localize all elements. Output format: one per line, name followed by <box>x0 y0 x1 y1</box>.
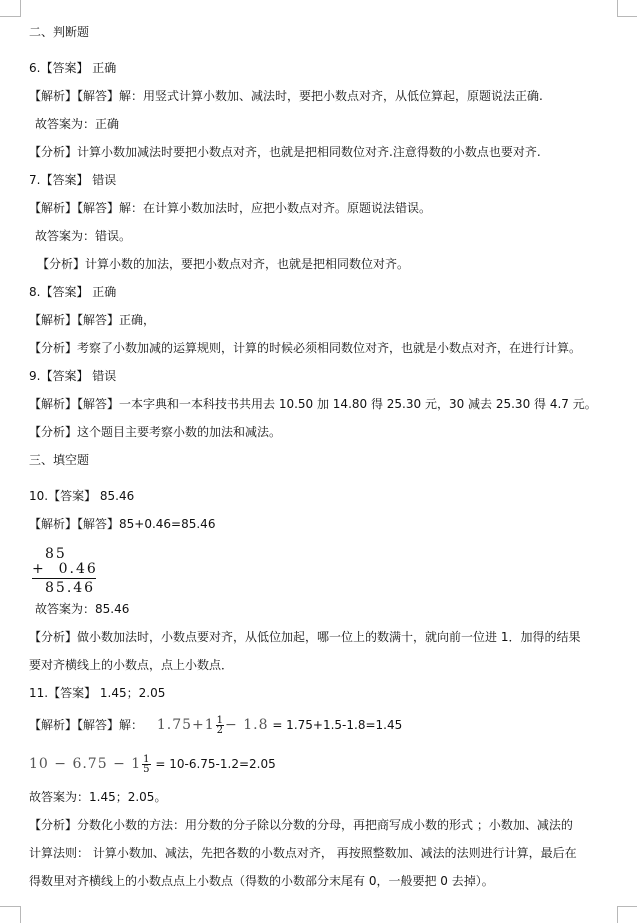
fraction-denominator: 5 <box>143 764 150 775</box>
q11-expr2-lead: 10 − 6.75 − 1 <box>29 756 142 772</box>
q9-answer: 9.【答案】 错误 <box>29 369 117 383</box>
vertical-sum-line <box>32 578 96 579</box>
q10-answer: 10.【答案】 85.46 <box>29 489 135 503</box>
crop-mark-top-left-h <box>0 16 20 17</box>
q11-expr2-row <box>29 755 276 774</box>
vertical-row-2: + 0.46 <box>32 561 98 577</box>
q11-expr1-lead: 1.75+1 <box>156 717 215 733</box>
crop-mark-top-right-h <box>617 16 637 17</box>
crop-mark-top-left-v <box>20 0 21 17</box>
q8-answer: 8.【答案】 正确 <box>29 285 117 299</box>
q10-analysis: 【解析】【解答】85+0.46=85.46 <box>29 517 216 531</box>
q7-analysis: 【解析】【解答】解：在计算小数加法时，应把小数点对齐。原题说法错误。 <box>29 201 432 215</box>
fraction-numerator: 1 <box>216 715 224 726</box>
q11-conclusion: 故答案为：1.45；2.05。 <box>29 790 167 804</box>
crop-mark-bottom-left-h <box>0 906 20 907</box>
q11-expr2-result: = 10-6.75-1.2=2.05 <box>155 757 276 771</box>
crop-mark-bottom-right-v <box>617 906 618 923</box>
q7-answer: 7.【答案】 错误 <box>29 173 117 187</box>
fraction-denominator: 2 <box>216 725 224 736</box>
q9-analysis: 【解析】【解答】一本字典和一本科技书共用去 10.50 加 14.80 得 25.30 元，30 减去 25.30 得 4.7 元。 <box>29 397 597 411</box>
crop-mark-top-right-v <box>617 0 618 17</box>
vertical-row-3: 85.46 <box>45 580 96 596</box>
q10-note-line2: 要对齐横线上的小数点，点上小数点． <box>29 658 234 672</box>
crop-mark-bottom-left-v <box>20 906 21 923</box>
q11-expr1-tail: − 1.8 <box>225 717 269 733</box>
q11-expr1-result: = 1.75+1.5-1.8=1.45 <box>272 718 403 732</box>
q11-note-line1: 【分析】分数化小数的方法：用分数的分子除以分数的分母，再把商写成小数的形式 ；小数加、减法的 <box>29 818 573 832</box>
q11-expr1-fraction <box>216 716 224 735</box>
vertical-row-1: 85 <box>45 546 67 562</box>
crop-mark-bottom-right-h <box>617 906 637 907</box>
q10-conclusion: 故答案为：85.46 <box>35 602 130 616</box>
q8-analysis: 【解析】【解答】正确， <box>29 313 156 327</box>
q11-analysis-row <box>29 716 402 735</box>
q7-note: 【分析】计算小数的加法，要把小数点对齐，也就是把相同数位对齐。 <box>37 257 410 271</box>
q9-note: 【分析】这个题目主要考察小数的加法和减法。 <box>29 425 282 439</box>
fraction-numerator: 1 <box>143 754 150 765</box>
section-heading-judgement: 二、判断题 <box>29 25 90 39</box>
q6-conclusion: 故答案为：正确 <box>35 117 120 131</box>
q8-note: 【分析】考察了小数加减的运算规则，计算的时候必须相同数位对齐，也就是小数点对齐，在进行计算。 <box>29 341 582 355</box>
section-heading-fill-in: 三、填空题 <box>29 453 90 467</box>
q11-analysis-prefix: 【解析】【解答】解： <box>29 718 144 732</box>
q6-answer: 6.【答案】 正确 <box>29 61 117 75</box>
q6-note: 【分析】计算小数加减法时要把小数点对齐，也就是把相同数位对齐.注意得数的小数点也要对齐. <box>29 145 541 159</box>
q6-analysis: 【解析】【解答】解：用竖式计算小数加、减法时，要把小数点对齐，从低位算起，原题说法正确. <box>29 89 543 103</box>
q11-note-line3: 得数里对齐横线上的小数点点上小数点（得数的小数部分末尾有 0，一般要把 0 去掉）。 <box>29 874 494 888</box>
q7-conclusion: 故答案为：错误。 <box>35 229 132 243</box>
q11-note-line2: 计算法则： 计算小数加、减法，先把各数的小数点对齐， 再按照整数加、减法的法则进行计算，最后在 <box>29 846 577 860</box>
q11-expr2-fraction <box>142 755 150 774</box>
q10-note-line1: 【分析】做小数加法时，小数点要对齐，从低位加起，哪一位上的数满十，就向前一位进 1．加得的结果 <box>29 630 581 644</box>
q11-answer: 11.【答案】 1.45；2.05 <box>29 686 166 700</box>
